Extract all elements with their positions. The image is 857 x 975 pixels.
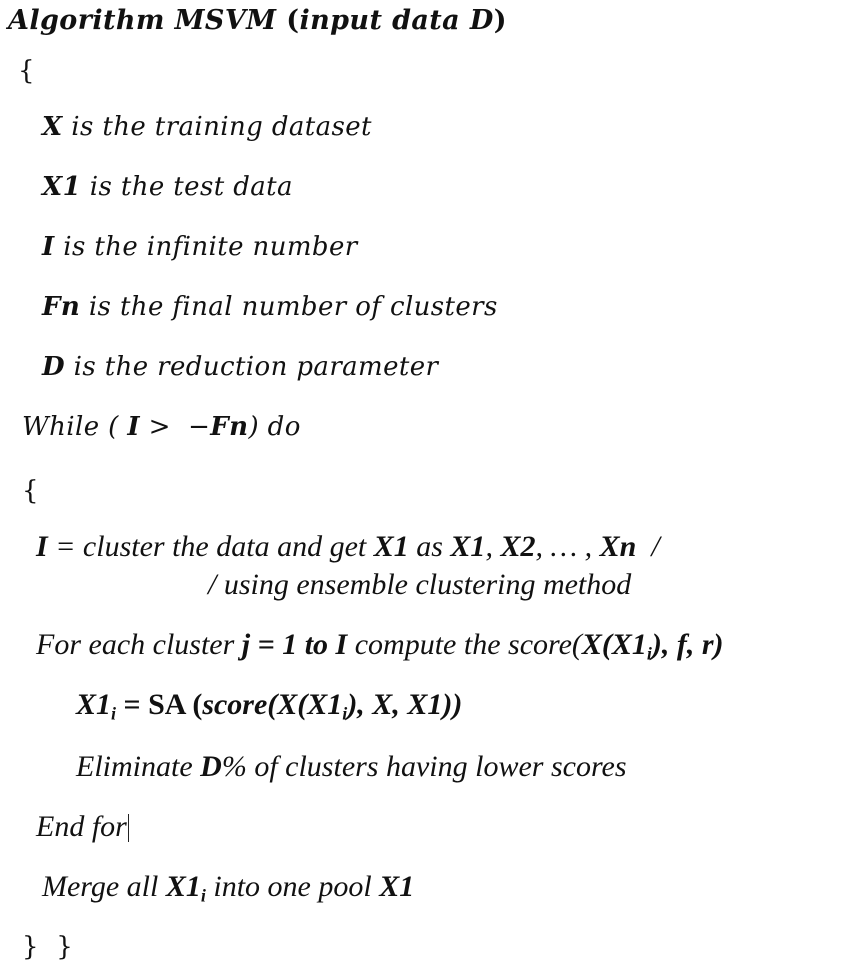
while-end: ) do	[248, 412, 301, 442]
while-statement	[22, 412, 301, 442]
text: % of clusters having lower scores	[221, 750, 627, 783]
close-paren: )	[493, 5, 507, 36]
subscript: i	[342, 703, 348, 724]
var-d: D	[200, 750, 222, 783]
text-cursor	[128, 814, 129, 842]
var-i: I	[36, 530, 48, 563]
algorithm-argument: input data D	[299, 5, 494, 36]
cluster-step	[36, 532, 660, 562]
var-x1: X1	[379, 870, 415, 903]
text: into one pool	[205, 870, 380, 903]
for-loop	[36, 628, 724, 664]
expr: (X(X1	[267, 688, 343, 721]
definition-text: is the final number of clusters	[80, 292, 498, 322]
var-xn: Xn	[599, 530, 637, 563]
text: = cluster the data and get	[47, 530, 374, 563]
text: Eliminate	[76, 750, 201, 783]
algorithm-title	[8, 6, 507, 36]
symbol: Fn	[42, 292, 81, 322]
expr: ), X, X1))	[347, 688, 463, 721]
expr: X(X1	[581, 628, 647, 661]
while-keyword: While (	[22, 412, 128, 442]
subscript: i	[111, 703, 117, 724]
while-lhs: I	[127, 412, 140, 442]
definition-text: is the test data	[81, 172, 293, 202]
var-x1: X1	[76, 688, 112, 721]
symbol: D	[42, 352, 65, 382]
text: Merge all	[42, 870, 166, 903]
definition-d	[42, 352, 438, 382]
symbol: X1	[42, 172, 82, 202]
expr: ), f, r)	[651, 628, 724, 661]
end-for	[36, 812, 129, 842]
algorithm-name: Algorithm MSVM	[8, 5, 277, 36]
var-x2: X2	[500, 530, 536, 563]
sa-step	[76, 688, 463, 724]
text: For each cluster	[36, 628, 242, 661]
open-paren: (	[286, 5, 300, 36]
definition-text: is the infinite number	[54, 232, 358, 262]
merge-step	[42, 870, 415, 906]
text: ,	[485, 530, 501, 563]
symbol: X	[42, 112, 63, 142]
while-operator: > −	[139, 412, 211, 442]
definition-x1	[42, 172, 293, 202]
text: compute the score(	[347, 628, 582, 661]
text: as	[408, 530, 451, 563]
close-braces: } }	[22, 932, 74, 962]
cluster-comment: / using ensemble clustering method	[208, 568, 632, 601]
text: , … ,	[535, 530, 600, 563]
definition-x	[42, 112, 372, 142]
comment-slash: /	[636, 530, 660, 563]
var-j: j	[241, 628, 251, 661]
eliminate-step	[76, 752, 627, 782]
var-x1: X1	[450, 530, 486, 563]
open-brace-inner: {	[22, 476, 39, 506]
score-fn: score	[202, 688, 268, 721]
loop-range: = 1 to I	[250, 628, 348, 661]
definition-text: is the training dataset	[62, 112, 372, 142]
end-for-text: End for	[36, 810, 127, 843]
var-x1: X1	[373, 530, 409, 563]
definition-text: is the reduction parameter	[64, 352, 439, 382]
subscript: i	[200, 885, 206, 906]
var-x1: X1	[165, 870, 201, 903]
while-rhs: Fn	[210, 412, 249, 442]
sa-call: = SA (	[116, 688, 203, 721]
open-brace-outer: {	[18, 56, 35, 86]
symbol: I	[42, 232, 55, 262]
definition-i	[42, 232, 358, 262]
subscript: i	[646, 643, 652, 664]
definition-fn	[42, 292, 498, 322]
